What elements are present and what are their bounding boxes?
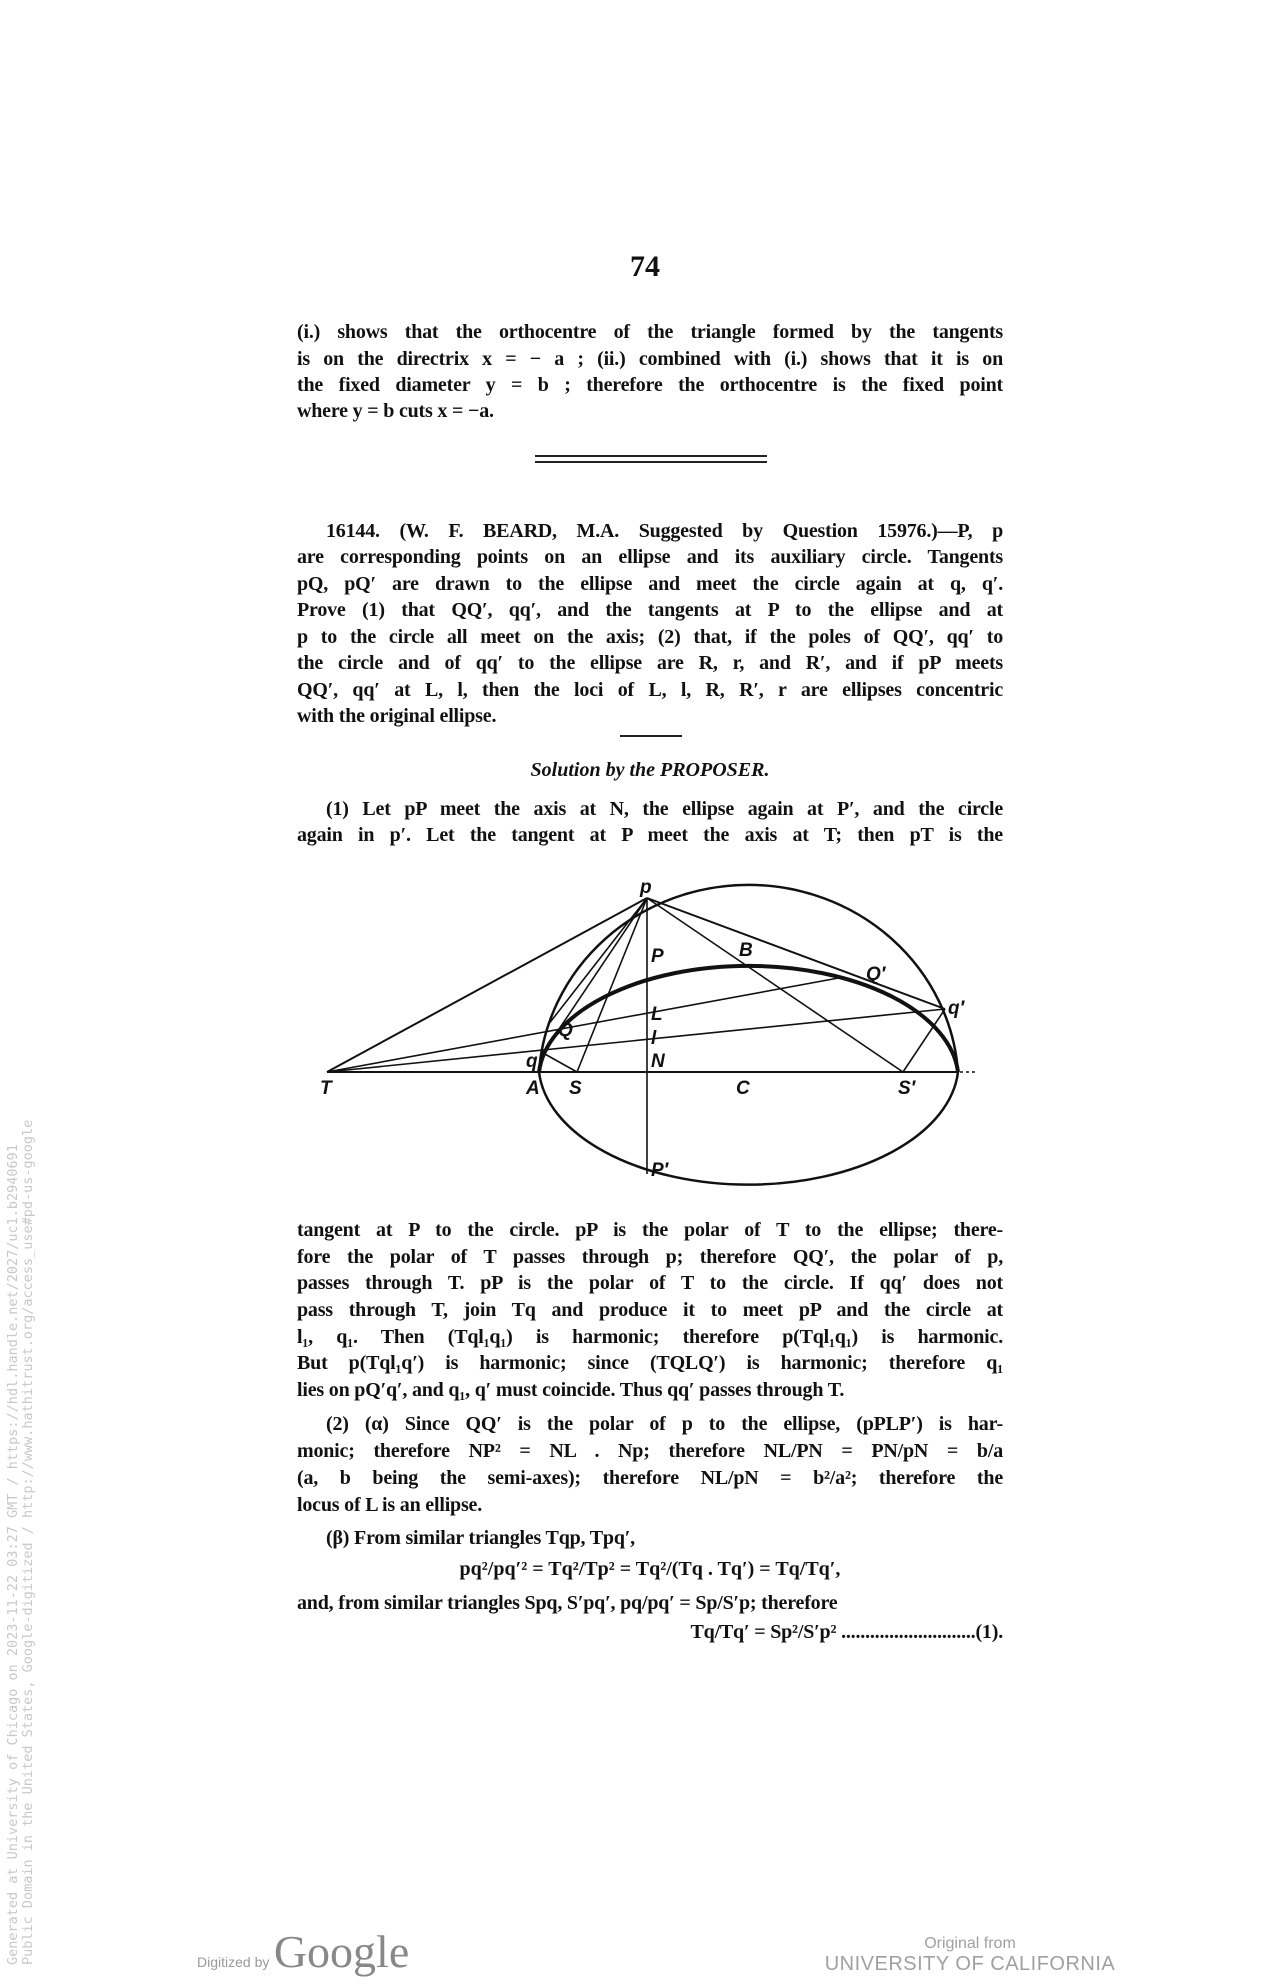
text-line: Prove (1) that QQ′, qq′, and the tangents at P to the ellipse and at	[297, 599, 1003, 621]
label-C: C	[736, 1078, 750, 1099]
digitized-by-google	[197, 1925, 409, 1978]
watermark-line: Public Domain in the United States, Google-digitized / http://www.hathitrust.org/access_use#pd-us-google	[20, 1119, 36, 1965]
text-line: with the original ellipse.	[297, 705, 497, 727]
text-line: the circle and of qq′ to the ellipse are R, r, and R′, and if pP meets	[297, 652, 1003, 674]
text-line: QQ′, qq′ at L, l, then the loci of L, l, R, R′, r are ellipses concentric	[297, 679, 1003, 701]
line-pqprime	[647, 898, 945, 1009]
label-Q: Q	[558, 1020, 573, 1041]
auxiliary-circle	[539, 885, 958, 1185]
label-S-prime: S′	[898, 1078, 916, 1099]
text-line: pass through T, join Tq and produce it to meet pP and the circle at	[297, 1299, 1003, 1321]
text-line: (a, b being the semi-axes); therefore NL/pN = b²/a²; therefore the	[297, 1467, 1003, 1489]
text-line: 16144. (W. F. BEARD, M.A. Suggested by Question 15976.)—P, p	[326, 520, 1003, 542]
label-B: B	[739, 940, 753, 961]
line-TQQprime	[327, 977, 844, 1072]
label-L: L	[651, 1004, 663, 1025]
text-line: and, from similar triangles Spq, S′pq′, pq/pq′ = Sp/S′p; therefore	[297, 1592, 838, 1614]
original-from-label: Original from	[924, 1935, 1016, 1952]
text-line: pQ, pQ′ are drawn to the ellipse and meet the circle again at q, q′.	[297, 573, 1003, 595]
text-line: lies on pQ′q′, and q₁, q′ must coincide. Thus qq′ passes through T.	[297, 1379, 845, 1401]
hathitrust-watermark	[6, 1120, 36, 1965]
ellipse-upper-arc	[539, 966, 958, 1072]
label-T: T	[320, 1078, 332, 1099]
text-line: (2) (α) Since QQ′ is the polar of p to the ellipse, (pPLP′) is har-	[326, 1413, 1003, 1435]
text-line: passes through T. pP is the polar of T to the circle. If qq′ does not	[297, 1272, 1003, 1294]
text-line: locus of L is an ellipse.	[297, 1494, 483, 1516]
label-P-prime: P′	[651, 1160, 669, 1181]
original-from	[790, 1935, 1150, 1976]
text-line: (i.) shows that the orthocentre of the triangle formed by the tangents	[297, 321, 1003, 343]
text-line: (1) Let pP meet the axis at N, the ellipse again at P′, and the circle	[326, 798, 1003, 820]
label-A: A	[526, 1078, 540, 1099]
label-l: l	[651, 1028, 657, 1049]
digitized-by-label: Digitized by	[197, 1954, 270, 1970]
label-q-prime: q′	[948, 998, 965, 1019]
page-number: 74	[630, 250, 660, 283]
line-Tqqprime	[327, 1009, 945, 1072]
text-line: p to the circle all meet on the axis; (2) that, if the poles of QQ′, qq′ to	[297, 626, 1003, 648]
label-S: S	[569, 1078, 582, 1099]
text-line: tangent at P to the circle. pP is the polar of T to the ellipse; there-	[297, 1219, 1003, 1241]
text-line: where y = b cuts x = −a.	[297, 400, 494, 422]
text-line: But p(Tql₁q′) is harmonic; since (TQLQ′) is harmonic; therefore q₁	[297, 1352, 1003, 1374]
line-qS	[543, 1053, 577, 1072]
line-pQ	[548, 898, 647, 1025]
institution-name: UNIVERSITY OF CALIFORNIA	[824, 1953, 1116, 1975]
label-p: p	[640, 877, 652, 898]
equation-numbered: Tq/Tq′ = Sp²/S′p² ............................(1).	[690, 1621, 1003, 1643]
label-P: P	[651, 946, 664, 967]
text-line: l₁, q₁. Then (Tql₁q₁) is harmonic; therefore p(Tql₁q₁) is harmonic.	[297, 1326, 1003, 1348]
text-line: monic; therefore NP² = NL . Np; therefore NL/PN = PN/pN = b/a	[297, 1440, 1003, 1462]
label-q: q	[526, 1051, 538, 1072]
text-line: (β) From similar triangles Tqp, Tpq′,	[326, 1527, 635, 1549]
text-line: are corresponding points on an ellipse and its auxiliary circle. Tangents	[297, 546, 1003, 568]
text-line: again in p′. Let the tangent at P meet the axis at T; then pT is the	[297, 824, 1003, 846]
text-line: the fixed diameter y = b ; therefore the orthocentre is the fixed point	[297, 374, 1003, 396]
watermark-line: Generated at University of Chicago on 2023-11-22 03:27 GMT / https://hdl.handle.net/2027/uc1.b2940691	[5, 1144, 21, 1965]
label-Q-prime: Q′	[866, 964, 886, 985]
label-N: N	[651, 1051, 665, 1072]
text-line: fore the polar of T passes through p; therefore QQ′, the polar of p,	[297, 1246, 1003, 1268]
text-line: is on the directrix x = − a ; (ii.) combined with (i.) shows that it is on	[297, 348, 1003, 370]
tangent-Tp	[327, 898, 647, 1072]
solution-heading: Solution by the PROPOSER.	[530, 759, 770, 781]
google-logo: Google	[273, 1926, 410, 1977]
equation: pq²/pq′² = Tq²/Tp² = Tq²/(Tq . Tq′) = Tq/Tq′,	[459, 1558, 841, 1580]
